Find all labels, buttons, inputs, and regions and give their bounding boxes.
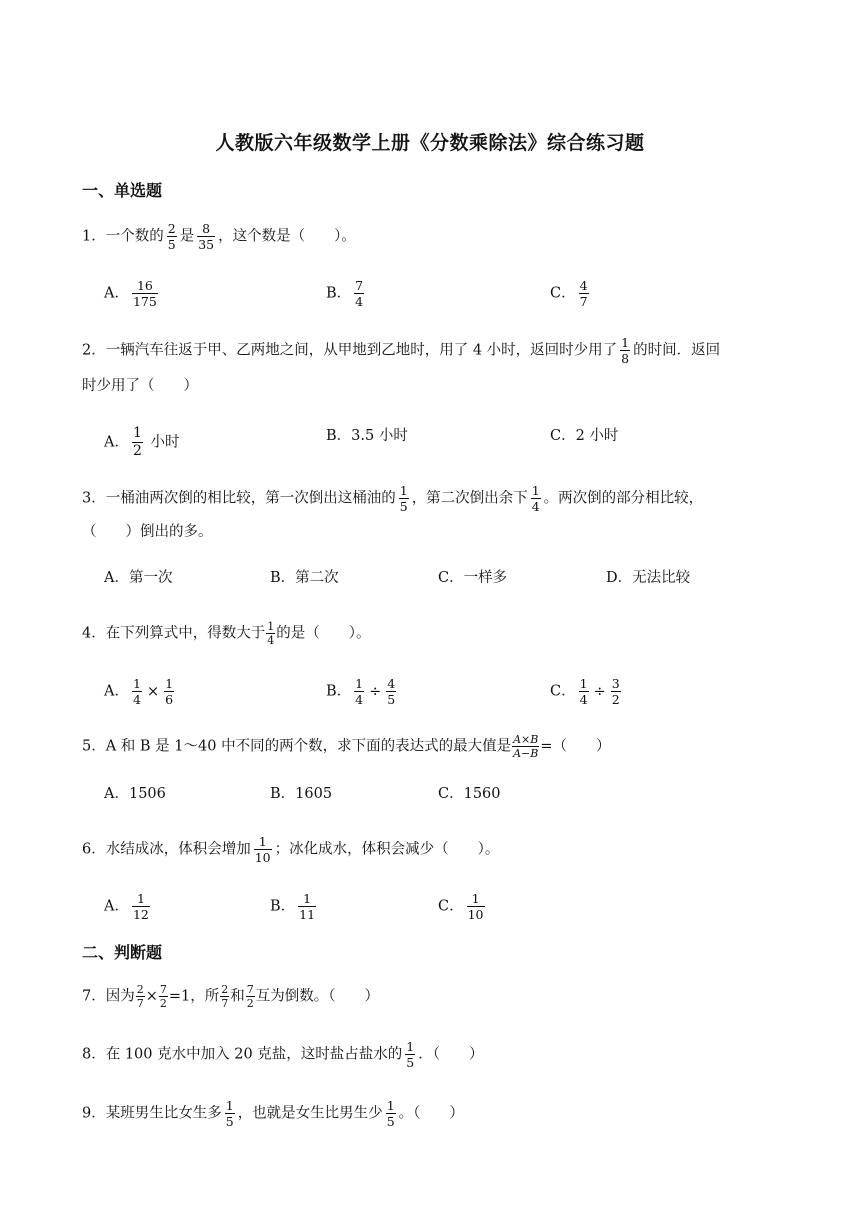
fraction-numerator: 16 — [132, 279, 158, 294]
fraction-numerator: 1 — [225, 1098, 234, 1113]
section-heading-single-choice: 一、单选题 — [82, 181, 163, 200]
fraction-denominator: 7 — [136, 997, 144, 1010]
fraction-numerator: 3 — [611, 676, 620, 691]
fraction-numerator: 1 — [165, 676, 174, 691]
q4-option-b[interactable] — [326, 677, 399, 706]
fraction-denominator: 5 — [399, 499, 408, 514]
fraction-numerator: 1 — [298, 892, 316, 907]
fraction-numerator: 1 — [406, 1039, 415, 1054]
fraction-denominator: 5 — [167, 237, 176, 252]
fraction-denominator: 5 — [386, 1114, 395, 1129]
question-2 — [82, 336, 720, 365]
q5-option-c[interactable]: C．1560 — [438, 786, 501, 802]
question-text: 5．A 和 B 是 1～40 中不同的两个数，求下面的表达式的最大值是 — [82, 738, 512, 755]
question-text: C． — [550, 683, 576, 700]
fraction — [136, 984, 145, 1009]
fraction — [354, 279, 364, 308]
fraction-numerator: 2 — [167, 221, 176, 236]
q2-option-a[interactable] — [104, 426, 180, 459]
fraction-denominator: 4 — [267, 634, 275, 647]
fraction — [386, 677, 396, 706]
question-text: 是 — [179, 228, 195, 245]
q1-option-c[interactable] — [550, 279, 592, 308]
fraction-denominator: 4 — [355, 692, 364, 707]
fraction-numerator: A×B — [513, 733, 539, 746]
q5-option-a[interactable]: A．1506 — [104, 786, 166, 802]
question-6 — [82, 835, 499, 864]
question-text: 和 — [230, 988, 245, 1005]
fraction — [579, 279, 589, 308]
question-text: 的是（ ）。 — [276, 625, 371, 642]
q5-option-b[interactable]: B．1605 — [270, 786, 333, 802]
question-text: 8．在 100 克水中加入 20 克盐，这时盐占盐水的 — [82, 1046, 403, 1063]
fraction-numerator: 4 — [579, 278, 588, 293]
math-operator: ÷ — [593, 683, 606, 700]
question-text: ，这个数是（ ）。 — [218, 228, 356, 245]
fraction-denominator: 8 — [621, 351, 630, 366]
fraction-denominator: 11 — [299, 907, 316, 922]
question-text: A． — [104, 898, 129, 915]
fraction-numerator: 1 — [355, 676, 364, 691]
fraction — [298, 892, 316, 921]
fraction-denominator: 2 — [132, 443, 142, 459]
question-9 — [82, 1099, 464, 1128]
question-5 — [82, 734, 610, 759]
fraction — [132, 892, 150, 921]
fraction-numerator: 1 — [267, 620, 275, 633]
fraction — [467, 892, 485, 921]
fraction-denominator: A−B — [513, 747, 539, 760]
q2-option-c[interactable]: C．2 小时 — [550, 428, 619, 444]
q3-option-a[interactable]: A．第一次 — [104, 570, 173, 586]
q3-option-b[interactable]: B．第二次 — [270, 570, 339, 586]
question-4 — [82, 621, 370, 646]
fraction-numerator: 1 — [399, 483, 408, 498]
page-title: 人教版六年级数学上册《分数乘除法》综合练习题 — [215, 132, 645, 154]
question-text: A． — [104, 434, 129, 451]
fraction-numerator: 1 — [132, 676, 141, 691]
fraction-denominator: 10 — [467, 907, 484, 922]
question-text: ，也就是女生比男生少 — [237, 1105, 383, 1122]
q6-option-b[interactable] — [270, 892, 319, 921]
question-text: B． — [270, 898, 296, 915]
question-text: 4．在下列算式中，得数大于 — [82, 625, 266, 642]
question-text: 小时 — [150, 434, 180, 451]
fraction-denominator: 4 — [132, 692, 141, 707]
fraction-denominator: 2 — [246, 997, 254, 1010]
fraction — [132, 677, 142, 706]
question-text: 。两次倒的部分相比较， — [543, 490, 704, 507]
fraction-denominator: 5 — [406, 1055, 415, 1070]
q1-option-b[interactable] — [326, 279, 367, 308]
q2-option-b[interactable]: B．3.5 小时 — [326, 428, 408, 444]
fraction-denominator: 5 — [225, 1114, 234, 1129]
q3-option-d[interactable]: D．无法比较 — [606, 570, 691, 586]
fraction-numerator: 7 — [159, 983, 167, 996]
fraction-numerator: 1 — [467, 892, 485, 907]
fraction-denominator: 2 — [159, 997, 167, 1010]
question-text: =1，所 — [168, 988, 220, 1005]
fraction — [197, 222, 215, 251]
fraction-numerator: 1 — [621, 335, 630, 350]
fraction-numerator: 1 — [132, 425, 142, 441]
fraction-numerator: 1 — [579, 676, 588, 691]
question-text: 。（ ） — [398, 1105, 464, 1122]
fraction — [354, 677, 364, 706]
fraction — [620, 336, 630, 365]
question-3-line-2: （ ）倒出的多。 — [82, 524, 213, 540]
question-text: =（ ） — [540, 738, 611, 755]
q4-option-c[interactable] — [550, 677, 624, 706]
question-text: 9．某班男生比女生多 — [82, 1105, 222, 1122]
fraction — [132, 279, 158, 308]
question-text: B． — [326, 683, 352, 700]
q6-option-c[interactable] — [438, 892, 488, 921]
fraction — [579, 677, 589, 706]
question-1 — [82, 222, 356, 251]
fraction — [399, 484, 409, 513]
question-text: ；冰化成水，体积会减少（ ）。 — [274, 841, 500, 858]
math-operator: × — [146, 683, 160, 700]
fraction-numerator: 2 — [221, 983, 229, 996]
fraction-numerator: 1 — [386, 1098, 395, 1113]
question-8 — [82, 1040, 484, 1069]
fraction — [225, 1099, 235, 1128]
fraction — [132, 426, 143, 459]
question-text: C． — [550, 285, 576, 302]
fraction-numerator: 1 — [254, 835, 272, 850]
fraction-denominator: 175 — [132, 294, 157, 309]
question-text: ，第二次倒出余下 — [411, 490, 528, 507]
fraction-numerator: 1 — [531, 483, 540, 498]
question-text: ．（ ） — [418, 1046, 484, 1063]
fraction — [164, 677, 174, 706]
question-text: A． — [104, 683, 129, 700]
q6-option-a[interactable] — [104, 892, 153, 921]
fraction-denominator: 4 — [579, 692, 588, 707]
question-text: 3．一桶油两次倒的相比较，第一次倒出这桶油的 — [82, 490, 396, 507]
fraction — [386, 1099, 396, 1128]
fraction-numerator: 8 — [197, 222, 215, 237]
question-text: 的时间．返回 — [633, 342, 721, 359]
question-3 — [82, 484, 703, 513]
fraction-denominator: 5 — [387, 692, 396, 707]
fraction-numerator: 7 — [246, 983, 254, 996]
fraction — [512, 734, 539, 759]
fraction — [220, 984, 229, 1009]
question-text: 7．因为 — [82, 988, 135, 1005]
question-text: 2．一辆汽车往返于甲、乙两地之间，从甲地到乙地时，用了 4 小时，返回时少用了 — [82, 342, 618, 359]
fraction-numerator: 7 — [355, 278, 364, 293]
fraction-denominator: 6 — [165, 692, 174, 707]
fraction — [531, 484, 541, 513]
fraction-denominator: 4 — [531, 499, 540, 514]
fraction — [254, 835, 272, 864]
q3-option-c[interactable]: C．一样多 — [438, 570, 508, 586]
q1-option-a[interactable] — [104, 279, 161, 308]
fraction — [246, 984, 255, 1009]
question-7 — [82, 984, 379, 1009]
fraction-numerator: 1 — [132, 892, 150, 907]
question-text: 1．一个数的 — [82, 228, 164, 245]
math-operator: ÷ — [369, 683, 382, 700]
question-text: B． — [326, 285, 352, 302]
fraction-denominator: 35 — [198, 237, 215, 252]
fraction — [405, 1040, 415, 1069]
fraction-denominator: 2 — [611, 692, 620, 707]
fraction-denominator: 7 — [221, 997, 229, 1010]
fraction-numerator: 2 — [136, 983, 144, 996]
question-2-line-2: 时少用了（ ） — [82, 378, 198, 394]
fraction — [159, 984, 168, 1009]
section-heading-true-false: 二、判断题 — [82, 943, 163, 962]
fraction-denominator: 4 — [355, 294, 364, 309]
fraction-denominator: 12 — [132, 907, 149, 922]
fraction — [266, 621, 275, 646]
fraction — [611, 677, 621, 706]
q4-option-a[interactable] — [104, 677, 177, 706]
fraction-denominator: 7 — [579, 294, 588, 309]
question-text: A． — [104, 285, 129, 302]
fraction-numerator: 4 — [387, 676, 396, 691]
fraction — [167, 222, 177, 251]
question-text: × — [145, 988, 158, 1005]
question-text: 互为倒数。（ ） — [255, 988, 380, 1005]
question-text: C． — [438, 898, 464, 915]
fraction-denominator: 10 — [254, 850, 271, 865]
question-text: 6．水结成冰，体积会增加 — [82, 841, 251, 858]
